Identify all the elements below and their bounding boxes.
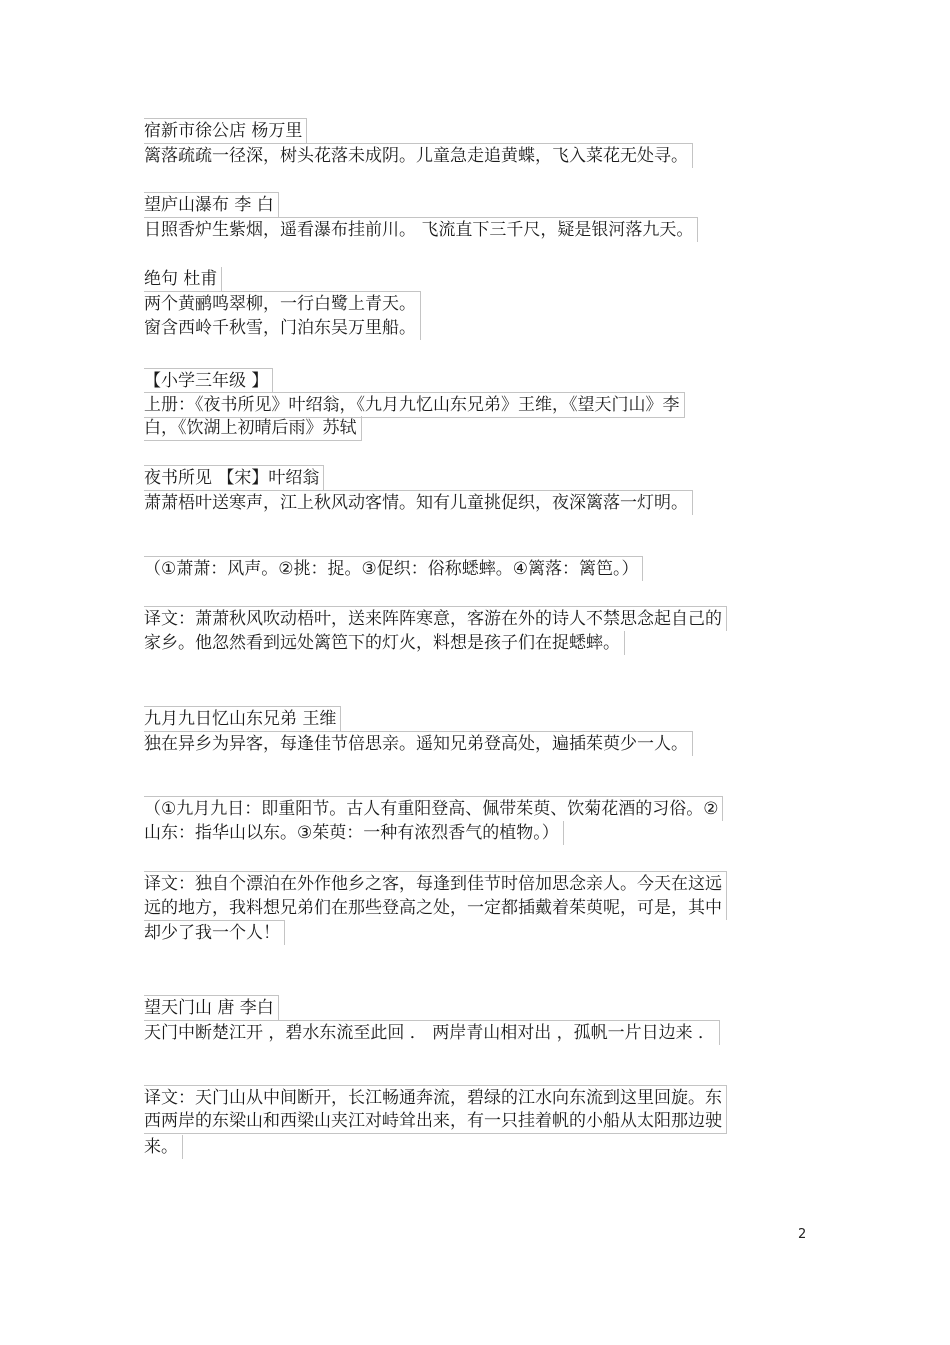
poem-notes: （①萧萧：风声。②挑：捉。③促织：俗称蟋蟀。④篱落：篱笆。） <box>144 556 643 581</box>
poem-title: 望天门山 唐 李白 <box>144 995 279 1020</box>
poem-text: 独在异乡为异客，每逢佳节倍思亲。遥知兄弟登高处，遍插茱萸少一人。 <box>144 731 693 756</box>
poem-translation: 西两岸的东梁山和西梁山夹江对峙耸出来，有一只挂着帆的小船从太阳那边驶 <box>144 1109 727 1134</box>
poem-title: 绝句 杜甫 <box>144 267 222 291</box>
grade-list: 上册：《夜书所见》叶绍翁，《九月九忆山东兄弟》王维，《望天门山》李 <box>144 392 685 418</box>
poem-title: 望庐山瀑布 李 白 <box>144 192 279 217</box>
grade-heading: 【小学三年级 】 <box>144 368 273 393</box>
poem-translation: 来。 <box>144 1135 183 1159</box>
poem-text: 篱落疏疏一径深，树头花落未成阴。儿童急走追黄蝶，飞入菜花无处寻。 <box>144 143 693 168</box>
poem-title: 夜书所见 【宋】叶绍翁 <box>144 465 324 490</box>
poem-text: 萧萧梧叶送寒声，江上秋风动客情。知有儿童挑促织，夜深篱落一灯明。 <box>144 490 693 515</box>
grade-list: 白，《饮湖上初晴后雨》苏轼 <box>144 416 362 441</box>
poem-translation: 译文：萧萧秋风吹动梧叶，送来阵阵寒意，客游在外的诗人不禁思念起自己的 <box>144 606 727 631</box>
poem-translation: 远的地方，我料想兄弟们在那些登高之处，一定都插戴着茱萸呢，可是，其中 <box>144 896 727 920</box>
poem-translation: 译文：独自个漂泊在外作他乡之客，每逢到佳节时倍加思念亲人。今天在这远 <box>144 871 727 896</box>
poem-text: 日照香炉生紫烟，遥看瀑布挂前川。 飞流直下三千尺，疑是银河落九天。 <box>144 217 698 242</box>
poem-text: 天门中断楚江开 ，碧水东流至此回 ． 两岸青山相对出 ，孤帆一片日边来 ． <box>144 1020 720 1045</box>
poem-notes: 山东：指华山以东。③茱萸：一种有浓烈香气的植物。） <box>144 821 564 845</box>
poem-title: 宿新市徐公店 杨万里 <box>144 118 307 143</box>
poem-translation: 却少了我一个人！ <box>144 920 285 945</box>
poem-text: 两个黄鹂鸣翠柳，一行白鹭上青天。 <box>144 291 421 316</box>
poem-translation: 家乡。他忽然看到远处篱笆下的灯火，料想是孩子们在捉蟋蟀。 <box>144 631 625 655</box>
poem-title: 九月九日忆山东兄弟 王维 <box>144 706 341 731</box>
poem-translation: 译文：天门山从中间断开，长江畅通奔流，碧绿的江水向东流到这里回旋。东 <box>144 1085 727 1110</box>
poem-text: 窗含西岭千秋雪，门泊东吴万里船。 <box>144 316 421 340</box>
poem-notes: （①九月九日：即重阳节。古人有重阳登高、佩带茱萸、饮菊花酒的习俗。② <box>144 796 723 821</box>
page-number: 2 <box>798 1227 807 1242</box>
